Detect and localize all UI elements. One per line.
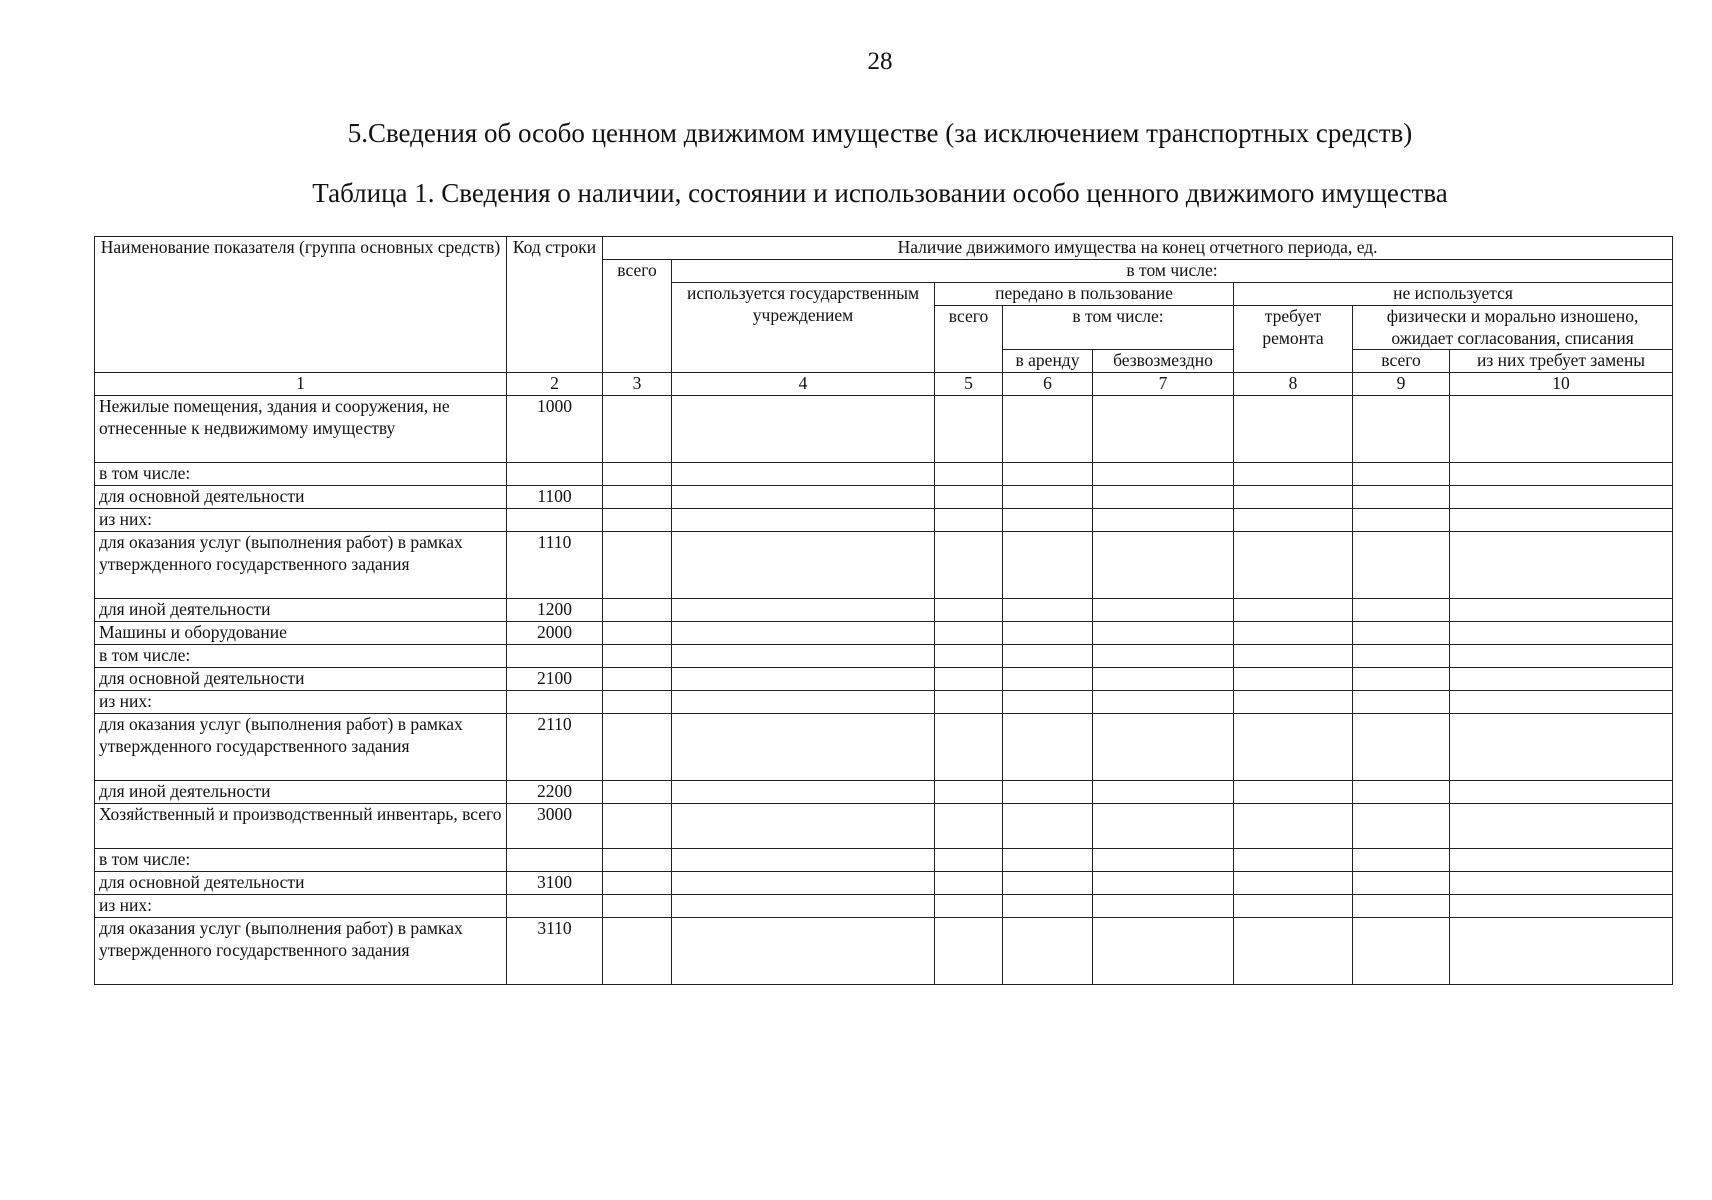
value-cell-col-9 — [1353, 509, 1450, 532]
header-worn-total: всего — [1353, 350, 1450, 373]
value-cell-col-10 — [1450, 622, 1673, 645]
row-label: для иной деятельности — [95, 599, 507, 622]
value-cell-col-9 — [1353, 622, 1450, 645]
value-cell-col-9 — [1353, 532, 1450, 599]
value-cell-col-7 — [1093, 804, 1234, 849]
row-code: 1000 — [507, 396, 603, 463]
column-number-2: 2 — [507, 373, 603, 396]
value-cell-col-5 — [935, 396, 1003, 463]
value-cell-col-8 — [1234, 668, 1353, 691]
value-cell-col-5 — [935, 918, 1003, 985]
table-row — [95, 463, 1673, 486]
value-cell-col-7 — [1093, 781, 1234, 804]
column-number-10: 10 — [1450, 373, 1673, 396]
value-cell-col-8 — [1234, 622, 1353, 645]
row-label: для оказания услуг (выполнения работ) в рамках утвержденного государственного задания — [95, 714, 507, 781]
value-cell-col-9 — [1353, 645, 1450, 668]
value-cell-col-4 — [672, 622, 935, 645]
value-cell-col-4 — [672, 691, 935, 714]
table-row — [95, 396, 1673, 463]
row-label: Хозяйственный и производственный инвентарь, всего — [95, 804, 507, 849]
row-code — [507, 895, 603, 918]
header-lease: в аренду — [1003, 350, 1093, 373]
table-row — [95, 668, 1673, 691]
value-cell-col-3 — [603, 895, 672, 918]
table-row — [95, 599, 1673, 622]
value-cell-col-3 — [603, 599, 672, 622]
table-row — [95, 622, 1673, 645]
header-availability: Наличие движимого имущества на конец отчетного периода, ед. — [603, 237, 1673, 260]
table-row — [95, 918, 1673, 985]
row-label: из них: — [95, 691, 507, 714]
value-cell-col-3 — [603, 714, 672, 781]
column-number-5: 5 — [935, 373, 1003, 396]
table-title: Таблица 1. Сведения о наличии, состоянии и использовании особо ценного движимого имущества — [312, 178, 1448, 208]
column-number-4: 4 — [672, 373, 935, 396]
value-cell-col-6 — [1003, 599, 1093, 622]
value-cell-col-9 — [1353, 918, 1450, 985]
value-cell-col-10 — [1450, 714, 1673, 781]
value-cell-col-5 — [935, 714, 1003, 781]
header-transferred-total: всего — [935, 305, 1003, 373]
value-cell-col-3 — [603, 781, 672, 804]
value-cell-col-8 — [1234, 599, 1353, 622]
row-label: для основной деятельности — [95, 872, 507, 895]
value-cell-col-4 — [672, 872, 935, 895]
value-cell-col-7 — [1093, 714, 1234, 781]
value-cell-col-8 — [1234, 781, 1353, 804]
header-transferred-including: в том числе: — [1003, 305, 1234, 350]
value-cell-col-5 — [935, 895, 1003, 918]
header-worn-needs-replacement: из них требует замены — [1450, 350, 1673, 373]
value-cell-col-9 — [1353, 463, 1450, 486]
row-code — [507, 509, 603, 532]
header-needs-repair: требует ремонта — [1234, 305, 1353, 373]
value-cell-col-4 — [672, 804, 935, 849]
value-cell-col-6 — [1003, 804, 1093, 849]
header-used-by-institution: используется государственным учреждением — [672, 282, 935, 373]
value-cell-col-3 — [603, 918, 672, 985]
value-cell-col-7 — [1093, 599, 1234, 622]
table-row — [95, 486, 1673, 509]
value-cell-col-4 — [672, 849, 935, 872]
row-code: 2000 — [507, 622, 603, 645]
value-cell-col-6 — [1003, 781, 1093, 804]
value-cell-col-10 — [1450, 396, 1673, 463]
value-cell-col-10 — [1450, 781, 1673, 804]
table-row — [95, 532, 1673, 599]
column-number-9: 9 — [1353, 373, 1450, 396]
row-label: для основной деятельности — [95, 486, 507, 509]
value-cell-col-3 — [603, 396, 672, 463]
column-number-6: 6 — [1003, 373, 1093, 396]
row-code — [507, 691, 603, 714]
value-cell-col-5 — [935, 849, 1003, 872]
table-row — [95, 849, 1673, 872]
value-cell-col-7 — [1093, 668, 1234, 691]
value-cell-col-8 — [1234, 509, 1353, 532]
value-cell-col-3 — [603, 668, 672, 691]
row-label: из них: — [95, 509, 507, 532]
value-cell-col-4 — [672, 532, 935, 599]
row-code: 1100 — [507, 486, 603, 509]
row-code: 1110 — [507, 532, 603, 599]
value-cell-col-10 — [1450, 872, 1673, 895]
value-cell-col-3 — [603, 804, 672, 849]
value-cell-col-10 — [1450, 486, 1673, 509]
section-title: 5.Сведения об особо ценном движимом имуществе (за исключением транспортных средств) — [347, 118, 1413, 148]
table-row — [95, 691, 1673, 714]
value-cell-col-6 — [1003, 849, 1093, 872]
row-label: Нежилые помещения, здания и сооружения, не отнесенные к недвижимому имуществу — [95, 396, 507, 463]
value-cell-col-7 — [1093, 645, 1234, 668]
column-number-1: 1 — [95, 373, 507, 396]
value-cell-col-8 — [1234, 849, 1353, 872]
header-transferred: передано в пользование — [935, 282, 1234, 305]
table-header — [95, 237, 1673, 396]
table-row — [95, 804, 1673, 849]
value-cell-col-6 — [1003, 486, 1093, 509]
row-label: в том числе: — [95, 463, 507, 486]
value-cell-col-3 — [603, 509, 672, 532]
value-cell-col-8 — [1234, 895, 1353, 918]
table-row — [95, 509, 1673, 532]
value-cell-col-7 — [1093, 396, 1234, 463]
column-number-8: 8 — [1234, 373, 1353, 396]
value-cell-col-4 — [672, 599, 935, 622]
value-cell-col-7 — [1093, 622, 1234, 645]
value-cell-col-5 — [935, 509, 1003, 532]
value-cell-col-3 — [603, 463, 672, 486]
header-indicator-name: Наименование показателя (группа основных средств) — [95, 237, 507, 373]
value-cell-col-10 — [1450, 918, 1673, 985]
value-cell-col-10 — [1450, 509, 1673, 532]
value-cell-col-8 — [1234, 463, 1353, 486]
value-cell-col-9 — [1353, 781, 1450, 804]
value-cell-col-3 — [603, 532, 672, 599]
value-cell-col-4 — [672, 781, 935, 804]
header-worn-out: физически и морально изношено, ожидает согласования, списания — [1353, 305, 1673, 350]
value-cell-col-8 — [1234, 804, 1353, 849]
row-label: для оказания услуг (выполнения работ) в рамках утвержденного государственного задания — [95, 532, 507, 599]
value-cell-col-9 — [1353, 804, 1450, 849]
value-cell-col-5 — [935, 781, 1003, 804]
value-cell-col-9 — [1353, 714, 1450, 781]
value-cell-col-9 — [1353, 872, 1450, 895]
row-code: 3000 — [507, 804, 603, 849]
row-label: для основной деятельности — [95, 668, 507, 691]
value-cell-col-3 — [603, 622, 672, 645]
row-label: для оказания услуг (выполнения работ) в рамках утвержденного государственного задания — [95, 918, 507, 985]
value-cell-col-5 — [935, 622, 1003, 645]
column-number-3: 3 — [603, 373, 672, 396]
row-code: 2200 — [507, 781, 603, 804]
value-cell-col-9 — [1353, 486, 1450, 509]
value-cell-col-5 — [935, 872, 1003, 895]
value-cell-col-7 — [1093, 486, 1234, 509]
value-cell-col-10 — [1450, 804, 1673, 849]
value-cell-col-6 — [1003, 463, 1093, 486]
header-total: всего — [603, 259, 672, 372]
value-cell-col-9 — [1353, 849, 1450, 872]
column-number-row — [95, 373, 1673, 396]
value-cell-col-8 — [1234, 645, 1353, 668]
table-row — [95, 872, 1673, 895]
header-including: в том числе: — [672, 259, 1673, 282]
table-row — [95, 714, 1673, 781]
value-cell-col-5 — [935, 645, 1003, 668]
value-cell-col-10 — [1450, 599, 1673, 622]
value-cell-col-3 — [603, 872, 672, 895]
value-cell-col-10 — [1450, 849, 1673, 872]
value-cell-col-10 — [1450, 668, 1673, 691]
value-cell-col-5 — [935, 486, 1003, 509]
value-cell-col-8 — [1234, 486, 1353, 509]
value-cell-col-5 — [935, 463, 1003, 486]
value-cell-col-5 — [935, 668, 1003, 691]
value-cell-col-10 — [1450, 895, 1673, 918]
table-body — [95, 396, 1673, 985]
value-cell-col-5 — [935, 599, 1003, 622]
value-cell-col-5 — [935, 804, 1003, 849]
row-code — [507, 463, 603, 486]
value-cell-col-5 — [935, 691, 1003, 714]
table-row — [95, 645, 1673, 668]
row-code: 2110 — [507, 714, 603, 781]
header-not-used: не используется — [1234, 282, 1673, 305]
value-cell-col-8 — [1234, 396, 1353, 463]
value-cell-col-4 — [672, 918, 935, 985]
value-cell-col-5 — [935, 532, 1003, 599]
value-cell-col-6 — [1003, 532, 1093, 599]
value-cell-col-4 — [672, 463, 935, 486]
value-cell-col-3 — [603, 849, 672, 872]
value-cell-col-4 — [672, 509, 935, 532]
value-cell-col-6 — [1003, 622, 1093, 645]
value-cell-col-9 — [1353, 895, 1450, 918]
value-cell-col-7 — [1093, 463, 1234, 486]
value-cell-col-6 — [1003, 895, 1093, 918]
value-cell-col-9 — [1353, 396, 1450, 463]
row-code: 3100 — [507, 872, 603, 895]
value-cell-col-6 — [1003, 872, 1093, 895]
column-number-7: 7 — [1093, 373, 1234, 396]
value-cell-col-3 — [603, 691, 672, 714]
value-cell-col-9 — [1353, 599, 1450, 622]
table-row — [95, 781, 1673, 804]
value-cell-col-3 — [603, 645, 672, 668]
value-cell-col-3 — [603, 486, 672, 509]
value-cell-col-7 — [1093, 691, 1234, 714]
value-cell-col-8 — [1234, 691, 1353, 714]
value-cell-col-10 — [1450, 532, 1673, 599]
header-free-of-charge: безвозмездно — [1093, 350, 1234, 373]
value-cell-col-6 — [1003, 509, 1093, 532]
value-cell-col-7 — [1093, 532, 1234, 599]
value-cell-col-4 — [672, 396, 935, 463]
value-cell-col-4 — [672, 668, 935, 691]
row-code: 2100 — [507, 668, 603, 691]
value-cell-col-4 — [672, 486, 935, 509]
value-cell-col-6 — [1003, 645, 1093, 668]
value-cell-col-10 — [1450, 645, 1673, 668]
row-code: 3110 — [507, 918, 603, 985]
row-label: Машины и оборудование — [95, 622, 507, 645]
table-row — [95, 895, 1673, 918]
header-row-code: Код строки — [507, 237, 603, 373]
value-cell-col-6 — [1003, 691, 1093, 714]
value-cell-col-10 — [1450, 463, 1673, 486]
value-cell-col-10 — [1450, 691, 1673, 714]
value-cell-col-9 — [1353, 668, 1450, 691]
row-code — [507, 849, 603, 872]
page-number: 28 — [867, 48, 893, 75]
value-cell-col-7 — [1093, 872, 1234, 895]
value-cell-col-6 — [1003, 714, 1093, 781]
value-cell-col-6 — [1003, 668, 1093, 691]
value-cell-col-8 — [1234, 532, 1353, 599]
value-cell-col-6 — [1003, 918, 1093, 985]
value-cell-col-7 — [1093, 895, 1234, 918]
row-label: из них: — [95, 895, 507, 918]
value-cell-col-8 — [1234, 918, 1353, 985]
value-cell-col-9 — [1353, 691, 1450, 714]
property-table — [94, 236, 1673, 985]
value-cell-col-4 — [672, 895, 935, 918]
value-cell-col-8 — [1234, 872, 1353, 895]
row-label: для иной деятельности — [95, 781, 507, 804]
value-cell-col-4 — [672, 714, 935, 781]
value-cell-col-4 — [672, 645, 935, 668]
row-code: 1200 — [507, 599, 603, 622]
value-cell-col-7 — [1093, 849, 1234, 872]
row-label: в том числе: — [95, 645, 507, 668]
value-cell-col-8 — [1234, 714, 1353, 781]
value-cell-col-7 — [1093, 509, 1234, 532]
row-label: в том числе: — [95, 849, 507, 872]
row-code — [507, 645, 603, 668]
value-cell-col-6 — [1003, 396, 1093, 463]
value-cell-col-7 — [1093, 918, 1234, 985]
